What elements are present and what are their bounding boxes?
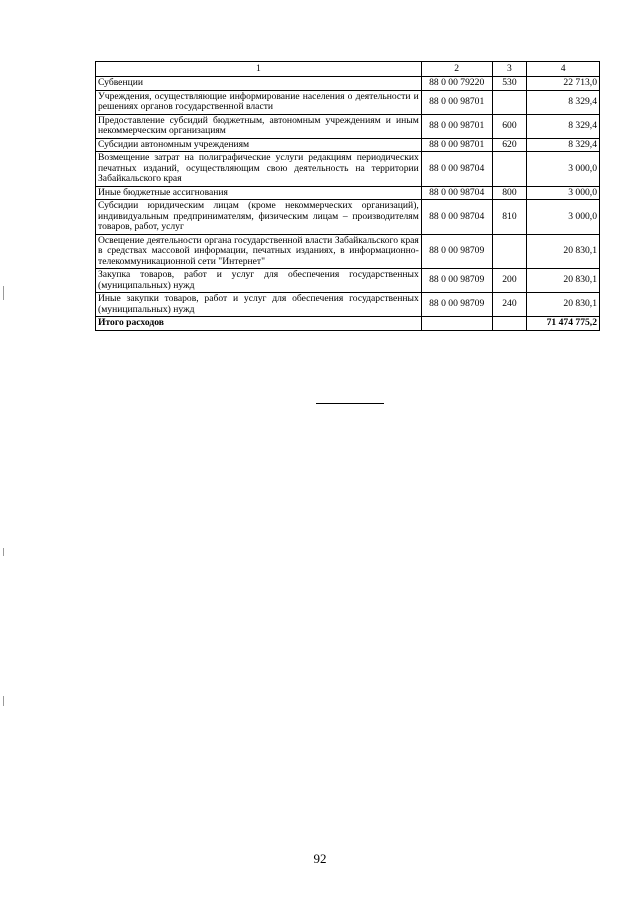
row-type: 810 <box>492 200 527 235</box>
row-code: 88 0 00 98704 <box>421 186 492 200</box>
row-name: Учреждения, осуществляющие информирование населения о деятельности и решениях органов государственной власти <box>96 90 422 114</box>
row-amount: 8 329,4 <box>527 114 600 138</box>
table-row <box>96 114 600 138</box>
expenditure-table <box>95 61 600 331</box>
end-divider <box>316 403 384 404</box>
row-name: Освещение деятельности органа государственной власти Забайкальского края в средствах массовой информации, печатных изданиях, в информационно-телекоммуникационной сети "Интернет" <box>96 234 422 269</box>
header-cell: 1 <box>96 62 422 77</box>
page-number: 92 <box>313 851 327 866</box>
row-amount: 8 329,4 <box>527 90 600 114</box>
row-code: 88 0 00 98704 <box>421 200 492 235</box>
row-code: 88 0 00 79220 <box>421 77 492 91</box>
table-row <box>96 90 600 114</box>
row-amount: 3 000,0 <box>527 200 600 235</box>
table-row <box>96 77 600 91</box>
table-row <box>96 234 600 269</box>
row-amount: 20 830,1 <box>527 293 600 317</box>
header-cell: 2 <box>421 62 492 77</box>
row-name: Возмещение затрат на полиграфические услуги редакциям периодических печатных изданий, осуществляющим свою деятельность на территории Забайкальского края <box>96 152 422 187</box>
header-cell: 3 <box>492 62 527 77</box>
row-amount: 20 830,1 <box>527 269 600 293</box>
header-cell: 4 <box>527 62 600 77</box>
row-code: 88 0 00 98709 <box>421 234 492 269</box>
row-name: Иные бюджетные ассигнования <box>96 186 422 200</box>
table-row <box>96 269 600 293</box>
row-type: 620 <box>492 138 527 152</box>
table-row <box>96 293 600 317</box>
row-name: Субсидии юридическим лицам (кроме некоммерческих организаций), индивидуальным предпринимателям, физическим лицам – производителям товаров, работ, услуг <box>96 200 422 235</box>
total-amount: 71 474 775,2 <box>527 317 600 331</box>
row-name: Предоставление субсидий бюджетным, автономным учреждениям и иным некоммерческим организациям <box>96 114 422 138</box>
row-amount: 3 000,0 <box>527 186 600 200</box>
row-type: 240 <box>492 293 527 317</box>
row-code: 88 0 00 98701 <box>421 138 492 152</box>
total-label: Итого расходов <box>96 317 422 331</box>
row-amount: 22 713,0 <box>527 77 600 91</box>
row-name: Иные закупки товаров, работ и услуг для обеспечения государственных (муниципальных) нужд <box>96 293 422 317</box>
table-row <box>96 152 600 187</box>
row-type <box>492 234 527 269</box>
row-name: Субсидии автономным учреждениям <box>96 138 422 152</box>
total-type <box>492 317 527 331</box>
row-type: 200 <box>492 269 527 293</box>
scan-artifact <box>3 548 4 556</box>
scan-artifact <box>3 286 4 300</box>
row-code: 88 0 00 98701 <box>421 114 492 138</box>
row-type: 530 <box>492 77 527 91</box>
row-type <box>492 152 527 187</box>
table-header-row <box>96 62 600 77</box>
row-code: 88 0 00 98704 <box>421 152 492 187</box>
row-name: Закупка товаров, работ и услуг для обеспечения государственных (муниципальных) нужд <box>96 269 422 293</box>
row-code: 88 0 00 98709 <box>421 293 492 317</box>
total-code <box>421 317 492 331</box>
table-row <box>96 138 600 152</box>
row-code: 88 0 00 98701 <box>421 90 492 114</box>
row-amount: 8 329,4 <box>527 138 600 152</box>
scan-artifact <box>3 696 4 706</box>
row-amount: 20 830,1 <box>527 234 600 269</box>
row-amount: 3 000,0 <box>527 152 600 187</box>
row-type: 600 <box>492 114 527 138</box>
row-code: 88 0 00 98709 <box>421 269 492 293</box>
table-row <box>96 186 600 200</box>
row-name: Субвенции <box>96 77 422 91</box>
total-row <box>96 317 600 331</box>
row-type: 800 <box>492 186 527 200</box>
row-type <box>492 90 527 114</box>
table-row <box>96 200 600 235</box>
